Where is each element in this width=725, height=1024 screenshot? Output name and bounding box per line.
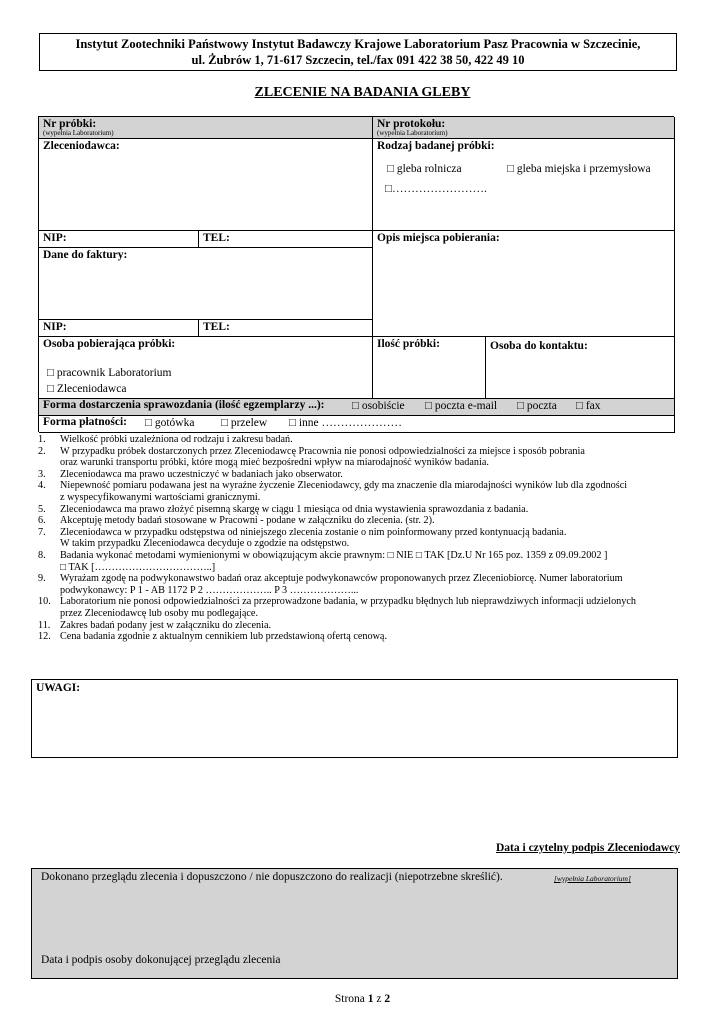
tel-cell[interactable]: [199, 231, 373, 248]
sample-type-option-urban[interactable]: □ gleba miejska i przemysłowa: [507, 163, 651, 175]
sample-type-cell: [373, 139, 675, 231]
term-number: 1.: [38, 434, 46, 445]
term-text: Zakres badań podany jest w załączniku do zlecenia.: [60, 619, 272, 631]
term-text: Wielkość próbki uzależniona od rodzaju i zakresu badań.: [60, 434, 293, 445]
client-label: Zleceniodawca:: [43, 140, 120, 152]
term-text: Niepewność pomiaru podawana jest na wyraźne życzenie Zleceniodawcy, gdy ma znaczenie dla miarodajności wyników lub dla zgodności: [60, 480, 628, 492]
page-number: 1: [367, 993, 374, 1005]
term-text: W takim przypadku Zleceniodawca decyduje o zgodzie na odstępstwo.: [60, 538, 350, 550]
checkbox-icon[interactable]: □: [289, 417, 296, 429]
protocol-number-label: Nr protokołu:: [377, 118, 446, 130]
tel-invoice-label: TEL:: [203, 321, 230, 333]
checkbox-icon[interactable]: □: [145, 417, 152, 429]
term-text: W przypadku próbek dostarczonych przez Zleceniodawcę Pracownia nie ponosi odpowiedzialności za miejsce i sposób pobrania: [60, 445, 585, 457]
checkbox-icon[interactable]: □: [425, 400, 432, 412]
term-number: 8.: [38, 549, 46, 561]
checkbox-icon[interactable]: □: [47, 367, 54, 379]
sampler-option-lab-staff[interactable]: □ pracownik Laboratorium: [47, 367, 172, 379]
page-total: 2: [384, 993, 391, 1005]
term-text: Zleceniodawca ma prawo uczestniczyć w badaniach jako obserwator.: [60, 468, 343, 480]
nip-invoice-cell[interactable]: [39, 320, 199, 337]
checkbox-icon[interactable]: □: [352, 400, 359, 412]
checkbox-icon[interactable]: □: [387, 163, 394, 175]
term-line: [38, 631, 678, 643]
remarks-box[interactable]: [31, 679, 678, 758]
delivery-option-email[interactable]: □ poczta e-mail: [425, 400, 498, 412]
term-text: Zleceniodawca w przypadku odstępstwa od niniejszego zlecenia zostanie o nim poinformowany przed kontynuacją badania.: [60, 526, 567, 538]
location-description-label: Opis miejsca pobierania:: [377, 232, 500, 244]
page-footer: [0, 993, 725, 1005]
term-line: [38, 596, 678, 608]
term-line: [38, 446, 678, 458]
payment-option-transfer[interactable]: □ przelew: [221, 417, 268, 429]
payment-method-label: Forma płatności:: [43, 416, 128, 428]
term-text: Zleceniodawca ma prawo złożyć pisemną skargę w ciągu 1 miesiąca od dnia wystawienia sprawozdania z badania.: [60, 503, 529, 515]
client-signature-label: Data i czytelny podpis Zleceniodawcy: [496, 842, 680, 854]
term-number: 9.: [38, 573, 46, 585]
delivery-option-fax[interactable]: □ fax: [576, 400, 601, 412]
term-line: [38, 527, 678, 539]
term-line: [38, 515, 678, 527]
review-text: Dokonano przeglądu zlecenia i dopuszczono / nie dopuszczono do realizacji (niepotrzebne skreślić).: [41, 871, 503, 883]
contact-person-cell[interactable]: [486, 337, 675, 399]
sampler-option-client[interactable]: □ Zleceniodawca: [47, 383, 127, 395]
term-line: [38, 550, 678, 562]
sample-quantity-cell[interactable]: [373, 337, 486, 399]
nip-invoice-label: NIP:: [43, 321, 67, 333]
protocol-number-cell[interactable]: [373, 117, 675, 139]
term-line: [38, 608, 678, 620]
term-text: przez Zleceniodawcę lub osoby mu podlegające.: [60, 607, 259, 619]
nip-cell[interactable]: [39, 231, 199, 248]
term-line: [38, 469, 678, 481]
remarks-label: UWAGI:: [36, 682, 81, 694]
order-form: [38, 116, 674, 432]
term-line: [38, 585, 678, 597]
report-delivery-label: Forma dostarczenia sprawozdania (ilość egzemplarzy ...):: [43, 399, 325, 411]
delivery-option-in-person[interactable]: □ osobiście: [352, 400, 405, 412]
sample-number-note: (wypełnia Laboratorium): [43, 129, 114, 137]
tel-invoice-cell[interactable]: [199, 320, 373, 337]
checkbox-icon[interactable]: □: [576, 400, 583, 412]
term-line: [38, 504, 678, 516]
term-line: [38, 620, 678, 632]
checkbox-icon[interactable]: □: [517, 400, 524, 412]
term-number: 11.: [38, 619, 51, 631]
term-number: 3.: [38, 468, 46, 480]
delivery-option-post[interactable]: □ poczta: [517, 400, 557, 412]
term-text: oraz warunki transportu próbki, które mogą mieć bezpośredni wpływ na miarodajność wyników badania.: [60, 457, 489, 469]
sample-type-option-other[interactable]: □…………………….: [385, 183, 487, 195]
term-number: 6.: [38, 515, 46, 527]
review-signature-label: Data i podpis osoby dokonującej przeglądu zlecenia: [41, 954, 281, 966]
sampler-label: Osoba pobierająca próbki:: [43, 338, 176, 350]
term-number: 4.: [38, 480, 46, 492]
payment-option-cash[interactable]: □ gotówka: [145, 417, 195, 429]
institution-header: [39, 33, 677, 71]
term-number: 10.: [38, 596, 51, 608]
payment-option-other[interactable]: □ inne …………………: [289, 417, 403, 429]
contact-person-label: Osoba do kontaktu:: [490, 340, 588, 352]
sample-type-label: Rodzaj badanej próbki:: [377, 140, 495, 152]
term-line: [38, 573, 678, 585]
location-description-cell[interactable]: [373, 231, 675, 337]
term-line: [38, 480, 678, 492]
term-text: podwykonawcy: P 1 - AB 1172 P 2 ……………….. P 3 ………………...: [60, 584, 359, 596]
header-line-2: ul. Żubrów 1, 71-617 Szczecin, tel./fax 091 422 38 50, 422 49 10: [191, 53, 525, 67]
tel-label: TEL:: [203, 232, 230, 244]
term-text: Badania wykonać metodami wymienionymi w obowiązującym akcie prawnym: □ NIE □ TAK [Dz.U Nr 165 poz. 1359 z 09.09.2002 ]: [60, 549, 608, 561]
term-number: 7.: [38, 526, 46, 538]
report-delivery-cell: [39, 399, 675, 416]
page-footer-prefix: Strona: [334, 993, 365, 1005]
term-text: Cena badania zgodnie z aktualnym cennikiem lub przedstawioną ofertą cenową.: [60, 631, 387, 643]
term-number: 12.: [38, 631, 51, 643]
term-line: [38, 562, 678, 574]
review-lab-note: [wypełnia Laboratorium]: [554, 874, 631, 883]
sampler-cell: [39, 337, 373, 399]
page-footer-separator: z: [376, 993, 382, 1005]
invoice-data-cell[interactable]: [39, 248, 373, 320]
term-number: 5.: [38, 503, 46, 515]
review-box[interactable]: [31, 868, 678, 979]
term-line: [38, 457, 678, 469]
sample-quantity-label: Ilość próbki:: [377, 338, 440, 350]
term-text: Laboratorium nie ponosi odpowiedzialności za przeprowadzone badania, w przypadku błędnych lub nieprawdziwych informacji udzielonych: [60, 596, 636, 608]
checkbox-icon[interactable]: □: [507, 163, 514, 175]
client-cell[interactable]: [39, 139, 373, 231]
sample-number-label: Nr próbki:: [43, 118, 97, 130]
term-line: [38, 492, 678, 504]
term-number: 2.: [38, 445, 46, 457]
term-text: Wyrażam zgodę na podwykonawstwo badań oraz akceptuje podwykonawców proponowanych przez Zleceniobiorcę. Numer laboratorium: [60, 573, 623, 585]
term-line: [38, 538, 678, 550]
term-text: z wyspecyfikowanymi wartościami granicznymi.: [60, 491, 261, 503]
term-line: [38, 434, 678, 446]
term-text: Akceptuję metody badań stosowane w Pracowni - podane w załączniku do zlecenia. (str. 2).: [60, 515, 435, 527]
terms-list: [38, 434, 678, 643]
protocol-number-note: (wypełnia Laboratorium): [377, 129, 448, 137]
nip-label: NIP:: [43, 232, 67, 244]
sample-number-cell[interactable]: [39, 117, 373, 139]
invoice-data-label: Dane do faktury:: [43, 249, 128, 261]
term-text: □ TAK [……………………………..]: [60, 561, 216, 573]
sample-type-option-agricultural[interactable]: □ gleba rolnicza: [387, 163, 462, 175]
checkbox-icon[interactable]: □: [47, 383, 54, 395]
header-line-1: Instytut Zootechniki Państwowy Instytut Badawczy Krajowe Laboratorium Pasz Pracownia w Szczecinie,: [75, 37, 641, 51]
form-title: ZLECENIE NA BADANIA GLEBY: [254, 85, 471, 100]
payment-method-cell: [39, 416, 675, 433]
checkbox-icon[interactable]: □: [221, 417, 228, 429]
